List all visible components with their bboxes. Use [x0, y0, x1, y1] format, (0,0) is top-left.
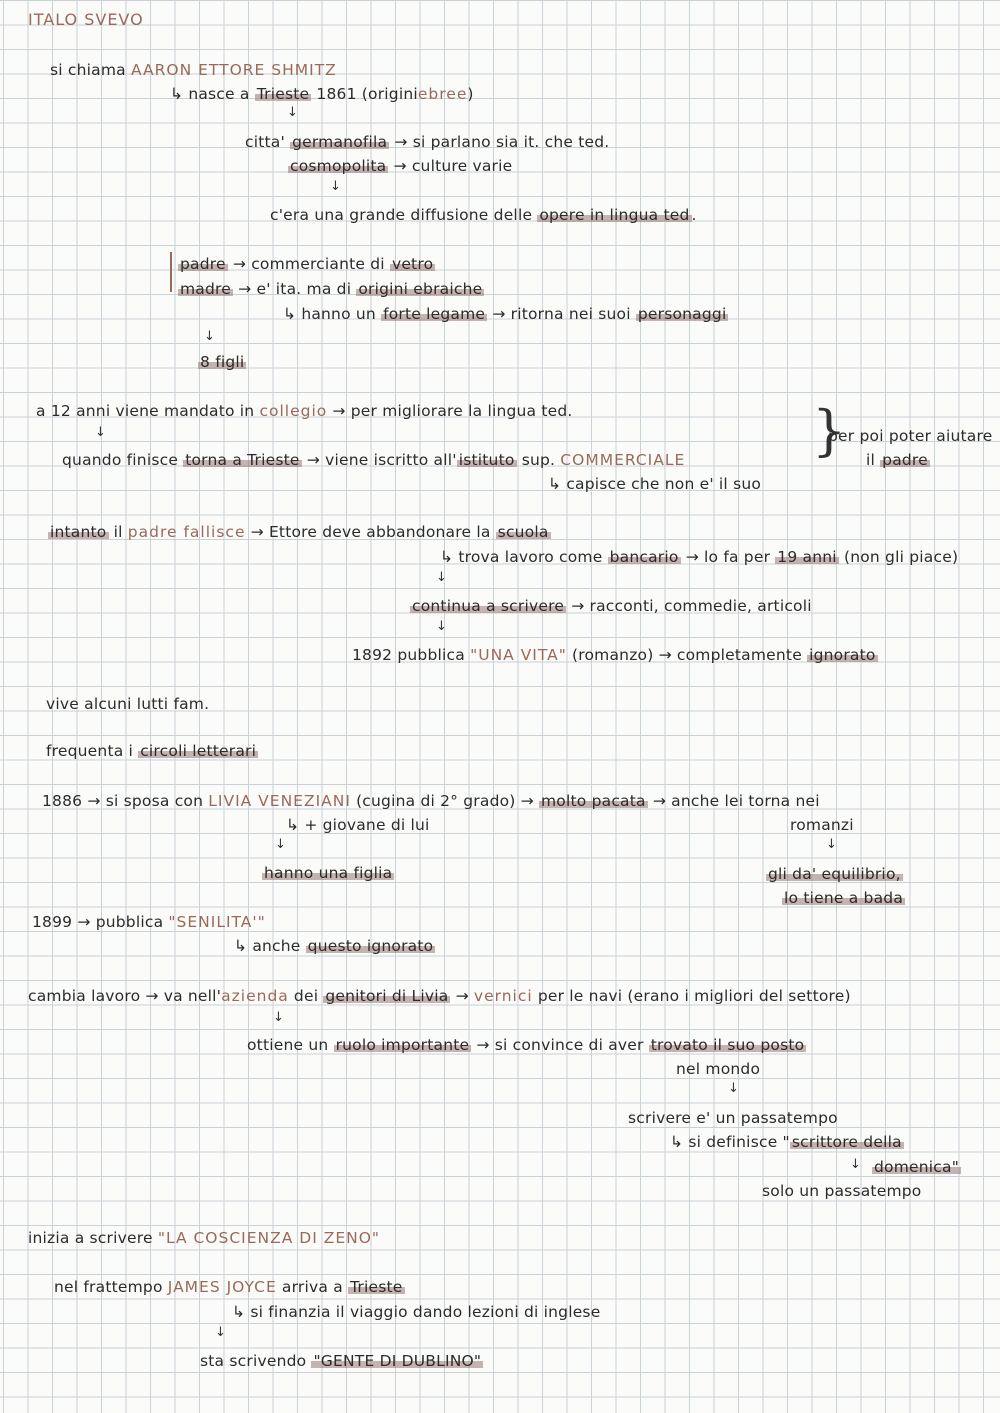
joyce-hl: Trieste	[350, 1278, 403, 1296]
bankrupt-hl: intanto	[50, 523, 107, 541]
bank-job-rest: → lo fa per	[685, 548, 771, 566]
romanzi-line: romanzi	[790, 816, 854, 834]
dubliners-book: "GENTE DI DUBLINO"	[313, 1352, 482, 1370]
bankrupt-word: padre fallisce	[127, 523, 246, 541]
help-father-hl: padre	[882, 451, 928, 469]
job-change-word-2: vernici	[473, 987, 533, 1005]
father-rest: → commerciante di	[232, 255, 385, 273]
bond-line	[283, 304, 728, 324]
city-line-2	[288, 156, 512, 176]
college-line	[36, 401, 573, 421]
bank-job-prefix: ↳ trova lavoro come	[440, 548, 603, 566]
una-vita-mid: (romanzo) → completamente	[572, 646, 802, 664]
born-origin: ebree	[417, 85, 468, 103]
down-arrow-icon: ↓	[850, 1157, 861, 1172]
mother-line	[178, 279, 484, 299]
return-hl-2: istituto	[458, 451, 515, 469]
mother-label: madre	[180, 280, 232, 298]
page-title: ITALO SVEVO	[28, 10, 144, 29]
senilita-line	[32, 912, 266, 932]
circles-hl: circoli letterari	[140, 742, 257, 760]
down-arrow-icon: ↓	[287, 105, 298, 120]
bank-job-line	[440, 547, 958, 567]
senilita-ignored-line	[234, 936, 435, 956]
daughter-line	[262, 863, 394, 883]
job-change-hl: genitori di Livia	[325, 987, 449, 1005]
balance-hl-2: lo tiene a bada	[784, 889, 904, 907]
born-prefix: ↳ nasce a	[170, 85, 250, 103]
college-rest: → per migliorare la lingua ted.	[332, 402, 573, 420]
grief-line: vive alcuni lutti fam.	[46, 695, 210, 713]
joyce-prefix: nel frattempo	[54, 1278, 163, 1296]
bankrupt-line	[48, 522, 551, 542]
bond-prefix: ↳ hanno un	[283, 305, 376, 323]
joyce-line	[54, 1277, 405, 1297]
defines-line	[670, 1132, 904, 1152]
dubliners-prefix: sta scrivendo	[200, 1352, 307, 1370]
parents-bracket	[170, 252, 172, 292]
job-change-prefix: cambia lavoro → va nell'	[28, 987, 222, 1005]
joyce-mid: arriva a	[281, 1278, 343, 1296]
role-hl: ruolo importante	[335, 1036, 470, 1054]
diffusion-suffix: .	[691, 206, 697, 224]
marriage-prefix: 1886 → si sposa con	[42, 792, 204, 810]
father-label: padre	[180, 255, 226, 273]
domenica-line	[872, 1157, 961, 1177]
bond-hl-2: personaggi	[637, 305, 727, 323]
diffusion-line	[270, 205, 697, 225]
senilita-book: "SENILITA'"	[168, 913, 266, 931]
help-father-line-1: per poi poter aiutare	[828, 427, 993, 445]
down-arrow-icon: ↓	[826, 837, 837, 852]
bankrupt-mid: il	[113, 523, 123, 541]
defines-hl: scrittore della	[791, 1133, 902, 1151]
name-line	[50, 60, 337, 80]
born-year: 1861	[316, 85, 357, 103]
domenica-hl: domenica"	[874, 1158, 960, 1176]
down-arrow-icon: ↓	[436, 570, 447, 585]
marriage-hl: molto pacata	[541, 792, 646, 810]
diffusion-prefix: c'era una grande diffusione delle	[270, 206, 533, 224]
una-vita-line	[352, 645, 878, 665]
born-origin-open: (origini	[361, 85, 418, 103]
down-arrow-icon: ↓	[728, 1081, 739, 1096]
daughter-hl: hanno una figlia	[264, 864, 393, 882]
down-arrow-icon: ↓	[204, 329, 215, 344]
marriage-line	[42, 791, 820, 811]
senilita-ignored-hl: questo ignorato	[307, 937, 434, 955]
return-word: COMMERCIALE	[560, 451, 686, 469]
curly-brace-icon: }	[812, 399, 847, 462]
younger-line: ↳ + giovane di lui	[286, 816, 430, 834]
keeps-writing-hl: continua a scrivere	[412, 597, 565, 615]
name-intro: si chiama	[50, 61, 126, 79]
dubliners-line	[200, 1351, 483, 1371]
job-change-word: azienda	[221, 987, 289, 1005]
down-arrow-icon: ↓	[436, 619, 447, 634]
una-vita-book: "UNA VITA"	[470, 646, 567, 664]
children-hl: 8 figli	[200, 353, 245, 371]
born-line	[170, 84, 474, 104]
role-hl-2: trovato il suo posto	[650, 1036, 805, 1054]
keeps-writing-line	[410, 596, 812, 616]
return-rest-2: sup.	[521, 451, 556, 469]
return-rest: → viene iscritto all'	[306, 451, 457, 469]
job-change-rest: per le navi (erano i migliori del settore)	[537, 987, 851, 1005]
balance-hl-1: gli da' equilibrio,	[768, 865, 901, 883]
mother-rest: → e' ita. ma di	[238, 280, 352, 298]
return-hl: torna a Trieste	[185, 451, 300, 469]
down-arrow-icon: ↓	[273, 1010, 284, 1025]
born-city: Trieste	[256, 85, 310, 103]
balance-line-1	[766, 864, 903, 884]
mother-hl: origini ebraiche	[358, 280, 483, 298]
help-father-line-2	[866, 450, 930, 470]
down-arrow-icon: ↓	[275, 837, 286, 852]
marriage-wife: LIVIA VENEZIANI	[208, 792, 351, 810]
help-father-pre: il	[866, 451, 876, 469]
full-name: AARON ETTORE SHMITZ	[131, 61, 337, 79]
city-line-1	[245, 132, 609, 152]
bankrupt-hl-2: scuola	[497, 523, 549, 541]
zeno-line	[28, 1228, 380, 1248]
una-vita-prefix: 1892 pubblica	[352, 646, 465, 664]
balance-line-2	[782, 888, 905, 908]
marriage-rest: → anche lei torna nei	[652, 792, 820, 810]
job-change-line	[28, 986, 851, 1006]
world-line: nel mondo	[676, 1060, 761, 1078]
finance-line: ↳ si finanzia il viaggio dando lezioni di inglese	[232, 1303, 601, 1321]
keeps-writing-rest: → racconti, commedie, articoli	[571, 597, 812, 615]
bankrupt-rest: → Ettore deve abbandonare la	[250, 523, 491, 541]
diffusion-hl: opere in lingua ted	[539, 206, 690, 224]
senilita-ignored-prefix: ↳ anche	[234, 937, 301, 955]
zeno-book: "LA COSCIENZA DI ZENO"	[157, 1229, 381, 1247]
role-prefix: ottiene un	[247, 1036, 329, 1054]
father-line	[178, 254, 435, 274]
children-line	[198, 352, 246, 372]
father-hl: vetro	[391, 255, 434, 273]
college-word: collegio	[259, 402, 328, 420]
city-word-cosmopolita: cosmopolita	[290, 157, 387, 175]
joyce-name: JAMES JOYCE	[167, 1278, 277, 1296]
down-arrow-icon: ↓	[330, 179, 341, 194]
job-change-mid: dei	[293, 987, 319, 1005]
born-origin-close: )	[467, 85, 474, 103]
city-word-germanofila: germanofila	[292, 133, 388, 151]
bank-job-hl: bancario	[609, 548, 679, 566]
circles-pre: frequenta i	[46, 742, 134, 760]
city-rest-1: → si parlano sia it. che ted.	[394, 133, 610, 151]
circles-line	[46, 741, 258, 761]
senilita-prefix: 1899 → pubblica	[32, 913, 164, 931]
down-arrow-icon: ↓	[215, 1325, 226, 1340]
city-rest-2: → culture varie	[393, 157, 513, 175]
bond-hl-1: forte legame	[383, 305, 486, 323]
bond-rest: → ritorna nei suoi	[492, 305, 631, 323]
bank-job-hl-2: 19 anni	[777, 548, 837, 566]
bank-job-suffix: (non gli piace)	[843, 548, 959, 566]
college-prefix: a 12 anni viene mandato in	[36, 402, 255, 420]
una-vita-hl: ignorato	[809, 646, 876, 664]
role-line	[247, 1035, 806, 1055]
defines-prefix: ↳ si definisce "	[670, 1133, 790, 1151]
role-rest: → si convince di aver	[476, 1036, 644, 1054]
hobby-line: scrivere e' un passatempo	[628, 1109, 838, 1127]
marriage-mid: (cugina di 2° grado) →	[356, 792, 534, 810]
return-line	[62, 450, 685, 470]
job-change-arrow: →	[455, 987, 469, 1005]
return-prefix: quando finisce	[62, 451, 179, 469]
zeno-prefix: inizia a scrivere	[28, 1229, 153, 1247]
understand-line: ↳ capisce che non e' il suo	[548, 475, 762, 493]
down-arrow-icon: ↓	[95, 425, 106, 440]
city-label: citta'	[245, 133, 285, 151]
only-hobby-line: solo un passatempo	[762, 1182, 922, 1200]
